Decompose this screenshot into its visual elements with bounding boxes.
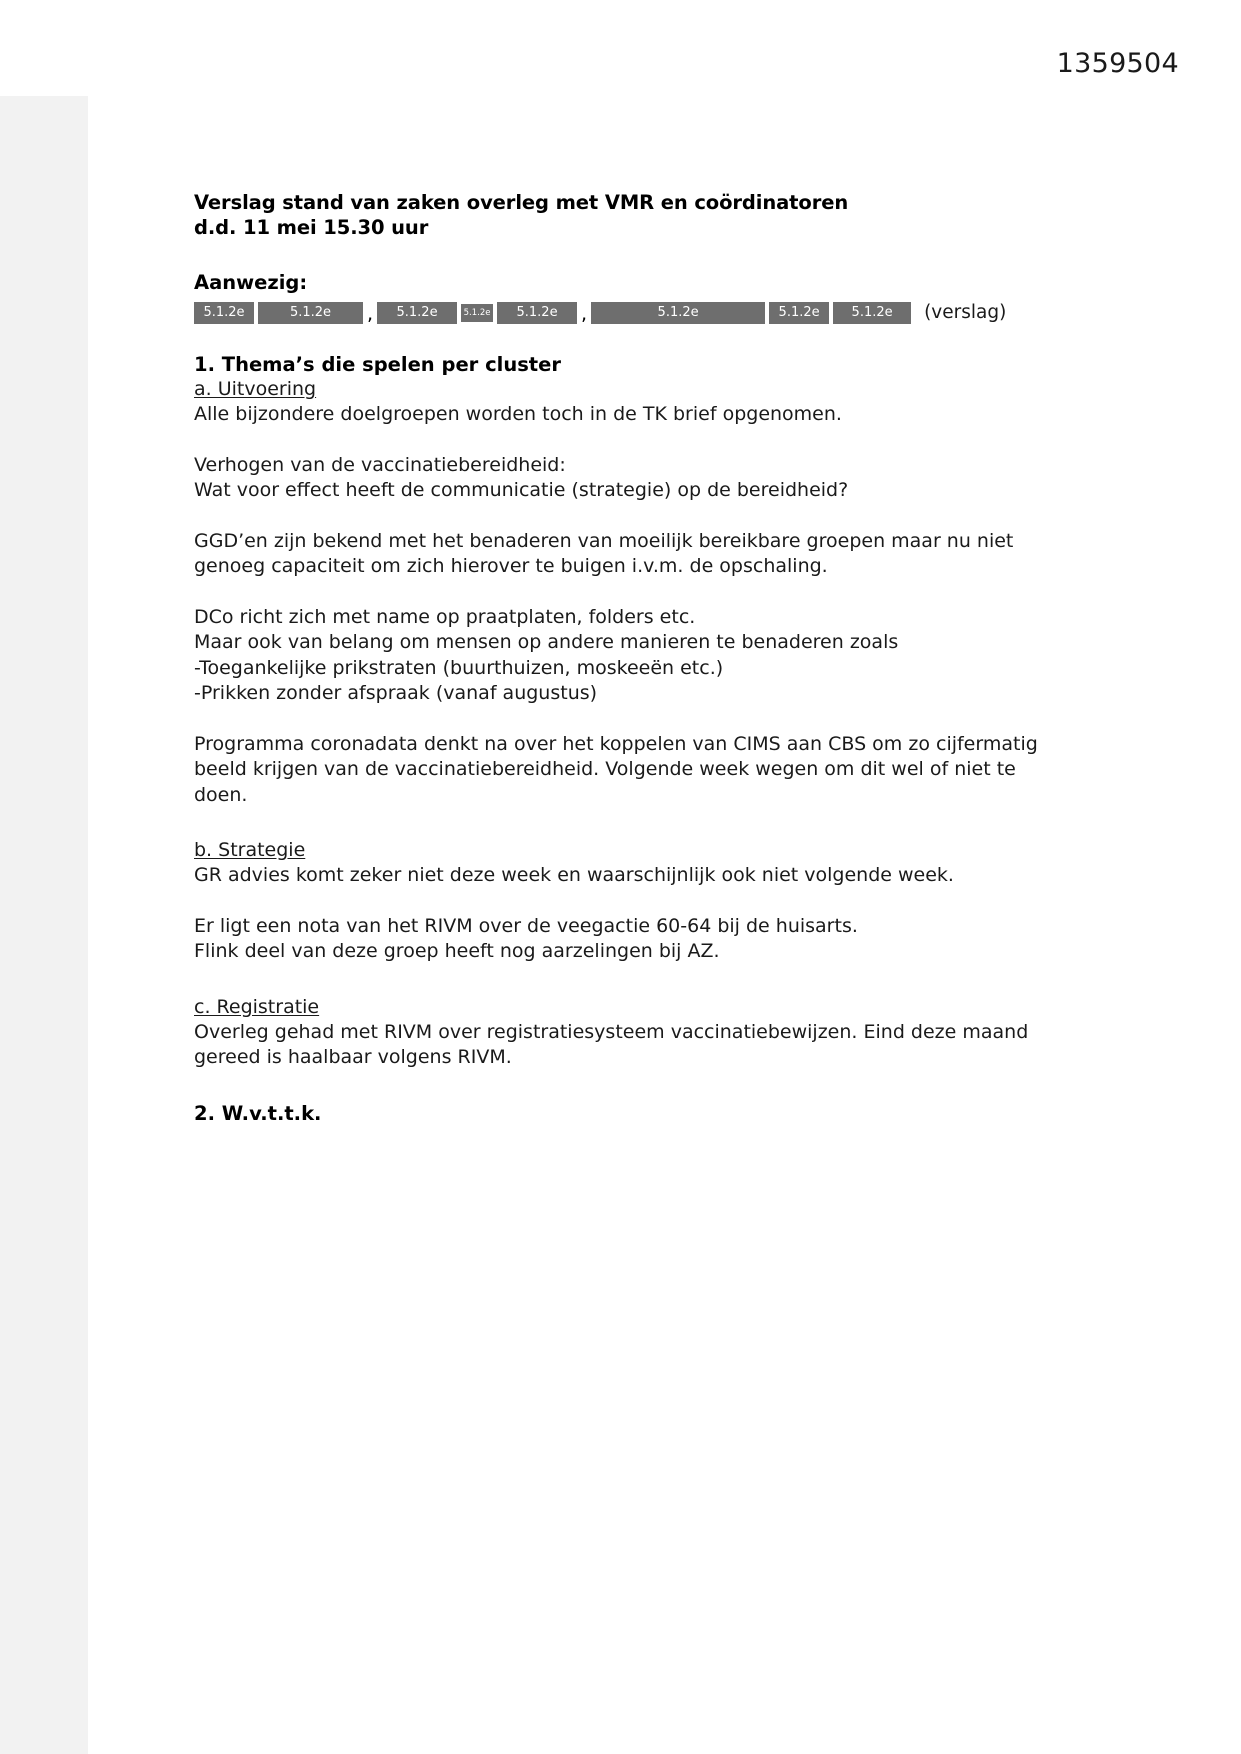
redaction-bar: 5.1.2e (377, 302, 457, 324)
document-number: 1359504 (1056, 48, 1179, 79)
page-title: Verslag stand van zaken overleg met VMR en coördinatoren d.d. 11 mei 15.30 uur (194, 191, 849, 239)
scan-margin-left (0, 96, 88, 1754)
paragraph: Alle bijzondere doelgroepen worden toch in de TK brief opgenomen. (194, 403, 842, 425)
redaction-bar: 5.1.2e (258, 302, 363, 324)
redaction-bar: 5.1.2e (461, 304, 493, 322)
redaction-bar: 5.1.2e (497, 302, 577, 324)
section-heading: 1. Thema’s die spelen per cluster (194, 353, 561, 376)
redaction-separator: , (581, 303, 588, 325)
redaction-bar: 5.1.2e (833, 302, 911, 324)
redaction-bar: 5.1.2e (591, 302, 765, 324)
verslag-note: (verslag) (924, 302, 1007, 323)
paragraph: Verhogen van de vaccinatiebereidheid: Wat voor effect heeft de communicatie (strategie) op de bereidheid? (194, 453, 849, 501)
paragraph: DCo richt zich met name op praatplaten, folders etc. Maar ook van belang om mensen op andere manieren te benaderen zoals -Toegankelijke prikstraten (buurthuizen, moskeeën etc.) -Prikken zonder afspraak (vanaf augustus) (194, 605, 899, 704)
attendees-label: Aanwezig: (194, 271, 308, 294)
section-subheading: b. Strategie (194, 839, 306, 861)
scan-margin-top (0, 0, 88, 96)
redaction-bar: 5.1.2e (769, 302, 829, 324)
document-sections (194, 352, 1054, 1071)
redaction-bar: 5.1.2e (194, 302, 254, 324)
redacted-attendees-row (194, 301, 1054, 325)
redaction-separator: , (367, 303, 374, 325)
paragraph: Er ligt een nota van het RIVM over de veegactie 60-64 bij de huisarts. Flink deel van deze groep heeft nog aarzelingen bij AZ. (194, 914, 858, 962)
closing-heading: 2. W.v.t.t.k. (194, 1101, 322, 1125)
paragraph: GR advies komt zeker niet deze week en waarschijnlijk ook niet volgende week. (194, 864, 954, 886)
section-subheading: a. Uitvoering (194, 378, 317, 400)
section-subheading: c. Registratie (194, 995, 320, 1018)
document-body (194, 190, 1054, 1126)
paragraph: GGD’en zijn bekend met het benaderen van moeilijk bereikbare groepen maar nu niet genoeg capaciteit om zich hierover te buigen i.v.m. de opschaling. (194, 529, 1014, 577)
paragraph: Programma coronadata denkt na over het koppelen van CIMS aan CBS om zo cijfermatig beeld krijgen van de vaccinatiebereidheid. Volgende week wegen om dit wel of niet te doen. (194, 732, 1038, 806)
paragraph: Overleg gehad met RIVM over registratiesysteem vaccinatiebewijzen. Eind deze maand gereed is haalbaar volgens RIVM. (194, 1020, 1029, 1068)
